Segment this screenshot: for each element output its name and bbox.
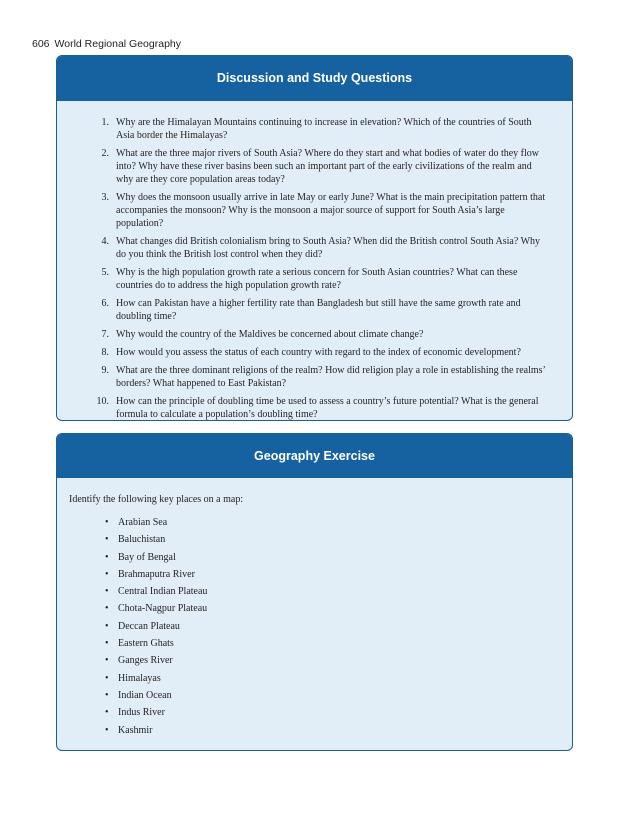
question-text: How can Pakistan have a higher fertility rate than Bangladesh but still have the same growth rate and doubling time? [116, 298, 521, 322]
question-text: What are the three major rivers of South Asia? Where do they start and what bodies of water do they flow into? Why have these river basins been such an important part of the early civilizations of the realm and why are they core population areas today? [116, 148, 540, 185]
question-number: 9. [101, 365, 109, 376]
place-name: Kashmir [118, 724, 153, 736]
bullet: • [105, 638, 109, 650]
discussion-questions-title: Discussion and Study Questions [57, 56, 572, 101]
bullet: • [105, 568, 109, 580]
question-text: What are the three dominant religions of the realm? How did religion play a role in establishing the realms’ borders? What happened to East Pakistan? [116, 365, 546, 389]
bullet: • [105, 586, 109, 598]
geography-exercise-title: Geography Exercise [57, 434, 572, 478]
list-item [105, 724, 207, 741]
question-item [93, 297, 549, 323]
question-item [93, 328, 549, 341]
question-item [93, 395, 549, 421]
discussion-questions-box [56, 55, 573, 421]
list-item [105, 551, 207, 568]
place-name: Brahmaputra River [118, 568, 195, 580]
list-item [105, 654, 207, 671]
place-name: Ganges River [118, 655, 173, 667]
bullet: • [105, 655, 109, 667]
question-text: Why are the Himalayan Mountains continuing to increase in elevation? Which of the countries of South Asia border the Himalayas? [116, 117, 532, 141]
geography-exercise-box [56, 433, 573, 751]
list-item [105, 602, 207, 619]
question-number: 4. [101, 236, 109, 247]
bullet: • [105, 603, 109, 615]
list-item [105, 672, 207, 689]
list-item [105, 637, 207, 654]
list-item [105, 533, 207, 550]
place-name: Arabian Sea [118, 517, 168, 528]
list-item [105, 516, 207, 533]
bullet: • [105, 620, 109, 632]
questions-list [93, 116, 549, 421]
question-item [93, 235, 549, 261]
page-number: 606 [32, 38, 50, 50]
bullet: • [105, 551, 109, 563]
question-item [93, 116, 549, 142]
page-header [32, 38, 181, 50]
question-number: 6. [101, 298, 109, 309]
place-name: Eastern Ghats [118, 638, 174, 650]
question-number: 2. [101, 148, 109, 159]
question-text: What changes did British colonialism bring to South Asia? When did the British control South Asia? Why do you think the British lost control when they did? [116, 236, 541, 260]
bullet: • [105, 517, 109, 528]
question-number: 10. [96, 396, 109, 407]
list-item [105, 585, 207, 602]
question-item [93, 346, 549, 359]
list-item [105, 706, 207, 723]
key-places-list [105, 516, 207, 741]
bullet: • [105, 724, 109, 736]
place-name: Bay of Bengal [118, 551, 176, 563]
bullet: • [105, 689, 109, 701]
bullet: • [105, 672, 109, 684]
place-name: Indus River [118, 707, 165, 719]
place-name: Indian Ocean [118, 689, 172, 701]
place-name: Deccan Plateau [118, 620, 180, 632]
question-text: Why is the high population growth rate a serious concern for South Asian countries? What can these countries do to address the high population growth rate? [116, 267, 518, 291]
question-text: How can the principle of doubling time be used to assess a country’s future potential? What is the general formula to calculate a population’s doubling time? [116, 396, 539, 420]
place-name: Central Indian Plateau [118, 586, 208, 598]
question-item [93, 364, 549, 390]
question-item [93, 147, 549, 186]
question-number: 1. [101, 117, 109, 128]
question-text: Why would the country of the Maldives be concerned about climate change? [116, 329, 424, 340]
question-number: 8. [101, 347, 109, 358]
exercise-intro: Identify the following key places on a map: [69, 494, 244, 505]
list-item [105, 568, 207, 585]
question-number: 3. [101, 192, 109, 203]
question-item [93, 266, 549, 292]
place-name: Baluchistan [118, 534, 166, 546]
question-number: 5. [101, 267, 109, 278]
place-name: Himalayas [118, 672, 161, 684]
list-item [105, 689, 207, 706]
question-text: Why does the monsoon usually arrive in late May or early June? What is the main precipitation pattern that accompanies the monsoon? Why is the monsoon a major source of support for South Asia’s large population? [116, 192, 546, 229]
place-name: Chota-Nagpur Plateau [118, 603, 208, 615]
question-text: How would you assess the status of each country with regard to the index of economic development? [116, 347, 521, 358]
question-item [93, 191, 549, 230]
bullet: • [105, 534, 109, 546]
book-title: World Regional Geography [54, 38, 181, 50]
list-item [105, 620, 207, 637]
question-number: 7. [101, 329, 109, 340]
bullet: • [105, 707, 109, 719]
